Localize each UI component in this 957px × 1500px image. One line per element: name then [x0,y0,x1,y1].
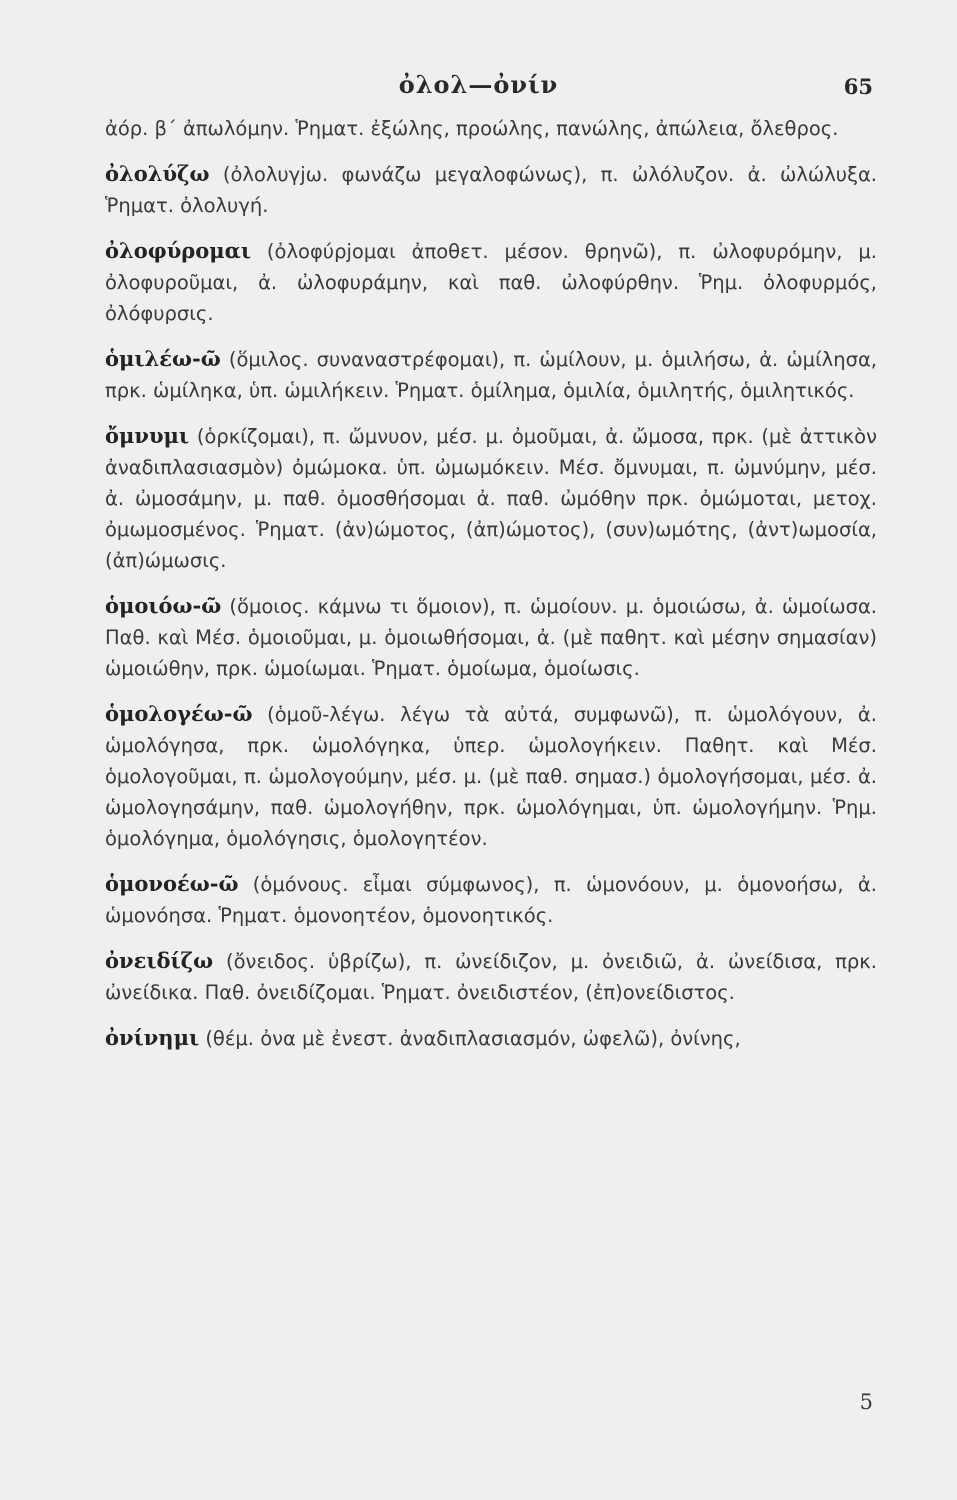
page-number: 65 [843,74,873,99]
entry-ololyzo [105,158,877,221]
entry-body: (ὁμόνους. εἶμαι σύμφωνος), π. ὡμονόουν, μ. ὁμονοήσω, ἀ. ὡμονόησα. Ῥηματ. ὁμονοητέον, ὁμονοητικός. [105,873,877,927]
entry-oneidizo [105,945,877,1008]
entry-body: (ὅμιλος. συναναστρέφομαι), π. ὡμίλουν, μ. ὁμιλήσω, ἀ. ὡμίλησα, πρκ. ὡμίληκα, ὑπ. ὡμιλήκειν. Ῥηματ. ὁμίλημα, ὁμιλία, ὁμιλητής, ὁμιλητικός. [105,348,877,402]
dictionary-text [105,113,877,1068]
entry-continuation [105,113,877,144]
entry-headword: ὁμιλέω-ῶ [105,346,221,371]
entry-body: (ὀλοφύρjομαι ἀποθετ. μέσον. θρηνῶ), π. ὠλοφυρόμην, μ. ὀλοφυροῦμαι, ἀ. ὠλοφυράμην, καὶ παθ. ὠλοφύρθην. Ῥημ. ὀλοφυρμός, ὀλόφυρσις. [105,240,877,325]
entry-body: (ὁμοῦ-λέγω. λέγω τὰ αὐτά, συμφωνῶ), π. ὡμολόγουν, ἀ. ὡμολόγησα, πρκ. ὡμολόγηκα, ὑπερ. ὡμολογήκειν. Παθητ. καὶ Μέσ. ὁμολογοῦμαι, π. ὡμολογούμην, μέσ. μ. (μὲ παθ. σημασ.) ὁμολογήσομαι, μέσ. ἀ. ὡμολογησάμην, παθ. ὡμολογήθην, πρκ. ὡμολόγημαι, ὑπ. ὡμολογήμην. Ῥημ. ὁμολόγημα, ὁμολόγησις, ὁμολογητέον. [105,703,877,850]
entry-continuation-text: ἀόρ. β΄ ἀπωλόμην. Ῥηματ. ἐξώλης, προώλης, πανώλης, ἀπώλεια, ὄλεθρος. [105,117,839,140]
running-head-title: ὀλολ—ὀνίν [398,70,559,99]
entry-olophyromai [105,235,877,329]
entry-headword: ὀλολύζω [105,161,210,186]
entry-headword: ὁμονοέω-ῶ [105,871,239,896]
entry-headword: ὄμνυμι [105,423,190,448]
entry-oninemi [105,1022,877,1054]
entry-body: (ὄνειδος. ὑβρίζω), π. ὠνείδιζον, μ. ὀνειδιῶ, ἀ. ὠνείδισα, πρκ. ὠνείδικα. Παθ. ὀνειδίζομαι. Ῥηματ. ὀνειδιστέον, (ἐπ)ονείδιστος. [105,950,877,1004]
entry-homonoeo [105,868,877,931]
entry-homologeo [105,698,877,854]
entry-headword: ὀλοφύρομαι [105,238,251,263]
entry-omnymi [105,420,877,576]
entry-headword: ὀνειδίζω [105,948,214,973]
entry-body: (ὅμοιος. κάμνω τι ὅμοιον), π. ὡμοίουν. μ. ὁμοιώσω, ἀ. ὡμοίωσα. Παθ. καὶ Μέσ. ὁμοιοῦμαι, μ. ὁμοιωθήσομαι, ἀ. (μὲ παθητ. καὶ μέσην σημασίαν) ὡμοιώθην, πρκ. ὡμοίωμαι. Ῥηματ. ὁμοίωμα, ὁμοίωσις. [105,595,877,680]
entry-headword: ὀνίνημι [105,1025,200,1050]
entry-headword: ὁμοιόω-ῶ [105,593,222,618]
entry-body: (ὀλολυγjω. φωνάζω μεγαλοφώνως), π. ὠλόλυζον. ἀ. ὠλώλυξα. Ῥηματ. ὀλολυγή. [105,163,877,217]
signature-mark: 5 [859,1390,873,1414]
entry-homoioo [105,590,877,684]
entry-body: (θέμ. ὀνα μὲ ἐνεστ. ἀναδιπλασιασμόν, ὠφελῶ), ὀνίνης, [199,1027,741,1050]
entry-headword: ὁμολογέω-ῶ [105,701,253,726]
entry-body: (ὁρκίζομαι), π. ὤμνυον, μέσ. μ. ὀμοῦμαι, ἀ. ὤμοσα, πρκ. (μὲ ἀττικὸν ἀναδιπλασιασμὸν) ὀμώμοκα. ὑπ. ὠμωμόκειν. Μέσ. ὄμνυμαι, π. ὠμνύμην, μέσ. ἀ. ὠμοσάμην, μ. παθ. ὀμοσθήσομαι ἀ. παθ. ὠμόθην πρκ. ὀμώμοται, μετοχ. ὀμωμοσμένος. Ῥηματ. (ἀν)ώμοτος, (ἀπ)ώμοτος), (συν)ωμότης, (ἀντ)ωμοσία, (ἀπ)ώμωσις. [105,425,877,572]
entry-homileo [105,343,877,406]
running-head [0,70,957,110]
